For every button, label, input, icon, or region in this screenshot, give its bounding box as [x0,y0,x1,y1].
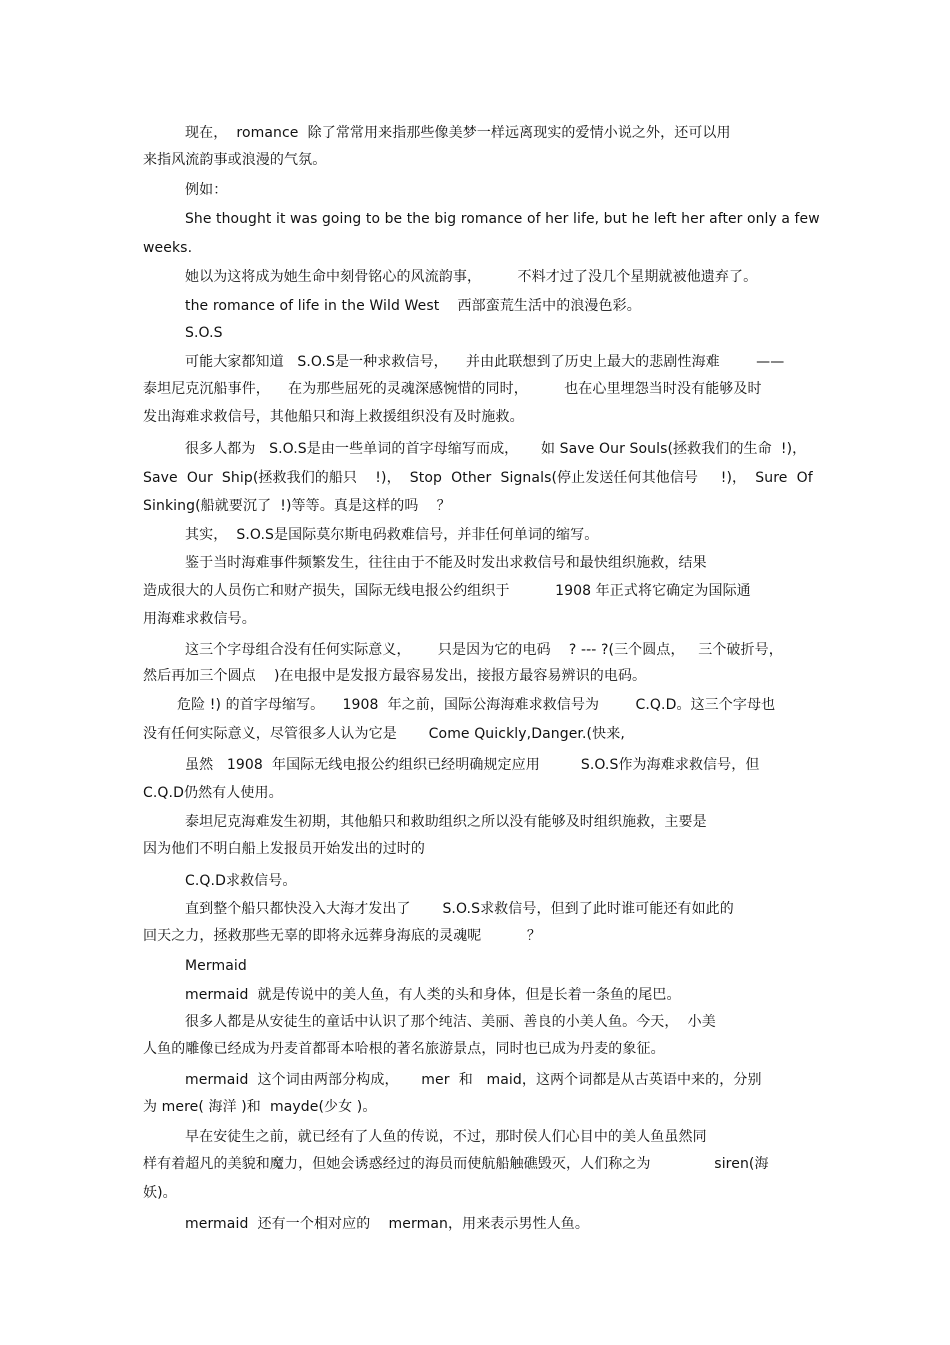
text-line: 泰坦尼克沉船事件， 在为那些屈死的灵魂深感惋惜的同时， 也在心里埋怨当时没有能够及时 [143,381,762,397]
text-line: 为 mere( 海洋 )和 mayde(少女 )。 [143,1099,377,1115]
text-line: 直到整个船只都快没入大海才发出了 S.O.S求救信号，但到了此时谁可能还有如此的 [185,901,734,917]
text-line: 回天之力，拯救那些无辜的即将永远葬身海底的灵魂呢 ？ [143,928,542,944]
text-line: 样有着超凡的美貌和魔力，但她会诱惑经过的海员而使航船触礁毁灭，人们称之为 siren(海 [143,1156,769,1172]
text-line: 发出海难求救信号，其他船只和海上救援组织没有及时施救。 [143,409,524,425]
text-line: 很多人都为 S.O.S是由一些单词的首字母缩写而成， 如 Save Our Souls(拯救我们的生命 !)， [185,441,807,457]
text-line: mermaid 就是传说中的美人鱼，有人类的头和身体，但是长着一条鱼的尾巴。 [185,987,681,1003]
text-line: 没有任何实际意义，尽管很多人认为它是 Come Quickly,Danger.(快来, [143,726,625,742]
text-line: 鉴于当时海难事件频繁发生，往往由于不能及时发出求救信号和最快组织施救，结果 [185,555,707,571]
section-heading: S.O.S [185,325,223,341]
text-line: 人鱼的雕像已经成为丹麦首都哥本哈根的著名旅游景点，同时也已成为丹麦的象征。 [143,1041,665,1057]
text-line: 妖)。 [143,1185,177,1201]
text-line: 现在， romance 除了常常用来指那些像美梦一样远离现实的爱情小说之外，还可以用 [185,125,731,141]
text-line: She thought it was going to be the big romance of her life, but he left her after only a few [185,211,820,227]
text-line: 很多人都是从安徒生的童话中认识了那个纯洁、美丽、善良的小美人鱼。今天， 小美 [185,1014,716,1030]
text-line: weeks. [143,240,193,256]
text-line: 泰坦尼克海难发生初期，其他船只和救助组织之所以没有能够及时组织施救，主要是 [185,814,707,830]
text-line: 可能大家都知道 S.O.S是一种求救信号， 并由此联想到了历史上最大的悲剧性海难 —— [185,354,785,370]
text-line: 虽然 1908 年国际无线电报公约组织已经明确规定应用 S.O.S作为海难求救信号，但 [185,757,760,773]
text-line: Sinking(船就要沉了 !)等等。真是这样的吗 ？ [143,498,451,514]
text-line: 这三个字母组合没有任何实际意义， 只是因为它的电码 ? --- ?(三个圆点， 三个破折号， [185,642,783,658]
text-line: 来指风流韵事或浪漫的气氛。 [143,152,327,168]
text-line: C.Q.D求救信号。 [185,873,297,889]
text-line: mermaid 这个词由两部分构成， mer 和 maid，这两个词都是从古英语中来的，分别 [185,1072,762,1088]
text-line: 因为他们不明白船上发报员开始发出的过时的 [143,841,425,857]
text-line: 其实， S.O.S是国际莫尔斯电码救难信号，并非任何单词的缩写。 [185,527,599,543]
text-line: 危险 !) 的首字母缩写。 1908 年之前，国际公海海难求救信号为 C.Q.D。这三个字母也 [177,697,776,713]
section-heading: Mermaid [185,958,247,974]
text-line: 然后再加三个圆点 )在电报中是发报方最容易发出，接报方最容易辨识的电码。 [143,668,647,684]
text-line: Save Our Ship(拯救我们的船只 !)， Stop Other Signals(停止发送任何其他信号 !)， Sure Of [143,470,813,486]
text-line: 例如： [185,182,228,198]
text-line: 用海难求救信号。 [143,611,256,627]
text-line: 她以为这将成为她生命中刻骨铭心的风流韵事， 不料才过了没几个星期就被他遗弃了。 [185,269,758,285]
text-line: the romance of life in the Wild West 西部蛮荒生活中的浪漫色彩。 [185,298,641,314]
text-line: mermaid 还有一个相对应的 merman，用来表示男性人鱼。 [185,1216,590,1232]
text-line: 早在安徒生之前，就已经有了人鱼的传说，不过，那时侯人们心目中的美人鱼虽然同 [185,1129,707,1145]
text-line: C.Q.D仍然有人使用。 [143,785,283,801]
text-line: 造成很大的人员伤亡和财产损失，国际无线电报公约组织于 1908 年正式将它确定为国际通 [143,583,751,599]
